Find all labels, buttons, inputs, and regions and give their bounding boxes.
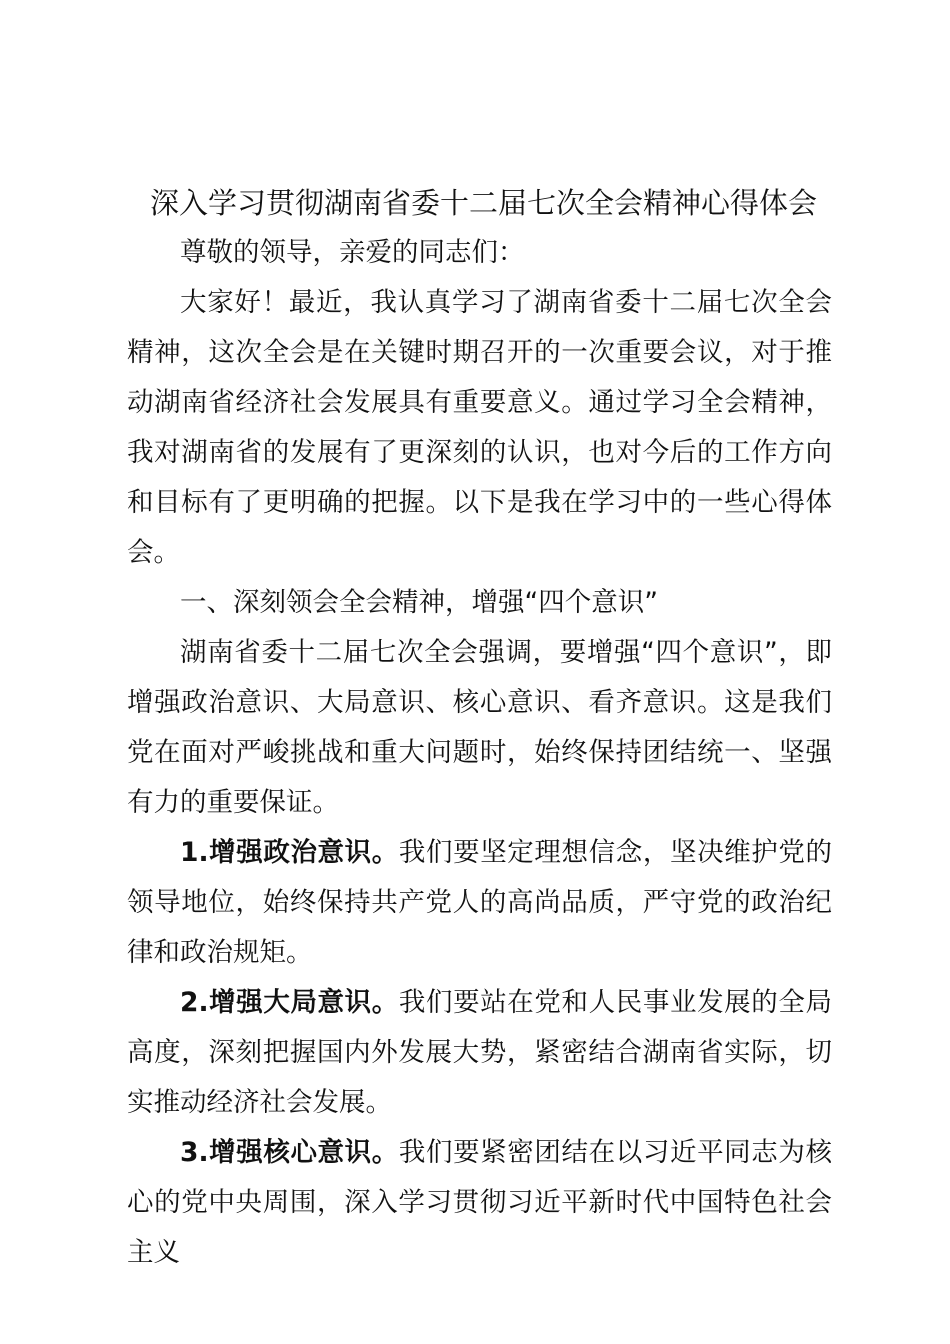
intro-paragraph: 大家好！最近，我认真学习了湖南省委十二届七次全会精神，这次全会是在关键时期召开的一次重要会议，对于推动湖南省经济社会发展具有重要意义。通过学习全会精神，我对湖南省的发展有了更深刻的认识，也对今后的工作方向和目标有了更明确的把握。以下是我在学习中的一些心得体会。 [127,287,832,568]
list-item-text: 我们要坚定理想信念，坚决维护党的领导地位，始终保持共产党人的高尚品质，严守党的政治纪律和政治规矩。 [127,837,832,968]
list-item [127,1128,832,1278]
section-heading: 一、深刻领会全会精神，增强“四个意识” [180,587,658,618]
list-item [127,828,832,978]
list-item-lead: 3.增强核心意识。 [180,1137,399,1168]
document-title: 深入学习贯彻湖南省委十二届七次全会精神心得体会 [150,186,818,220]
list-item-lead: 2.增强大局意识。 [180,987,399,1018]
list-item-lead: 1.增强政治意识。 [180,837,399,868]
list-item-text: 我们要站在党和人民事业发展的全局高度，深刻把握国内外发展大势，紧密结合湖南省实际，切实推动经济社会发展。 [127,987,832,1118]
salutation: 尊敬的领导，亲爱的同志们： [180,237,525,268]
list-item-text: 我们要紧密团结在以习近平同志为核心的党中央周围，深入学习贯彻习近平新时代中国特色社会主义 [127,1137,832,1268]
list-item [127,978,832,1128]
document-page [127,178,832,1278]
section-body-paragraph: 湖南省委十二届七次全会强调，要增强“四个意识”，即增强政治意识、大局意识、核心意识、看齐意识。这是我们党在面对严峻挑战和重大问题时，始终保持团结统一、坚强有力的重要保证。 [127,637,832,818]
